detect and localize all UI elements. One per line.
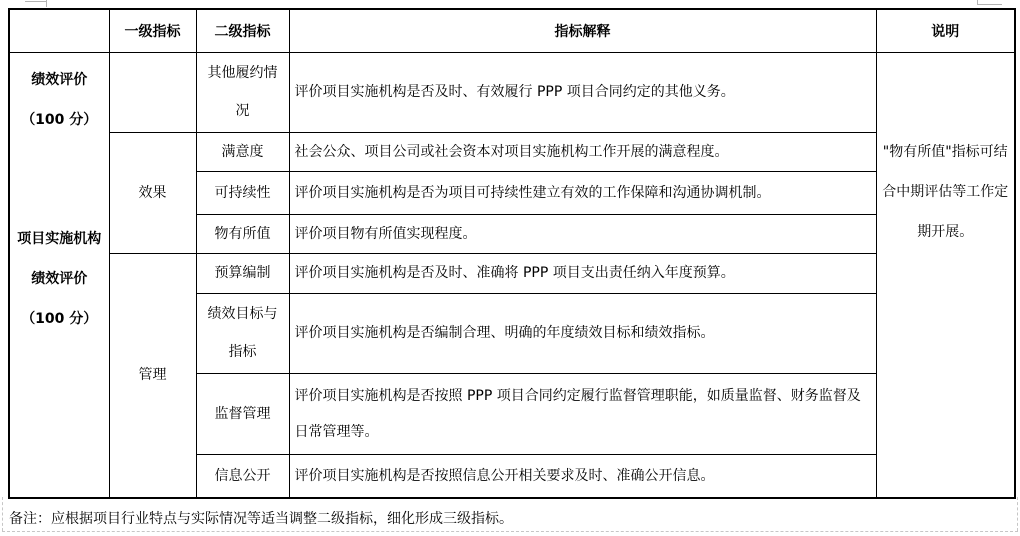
level2-cell: 可持续性 [196,171,289,214]
explanation-cell: 社会公众、项目公司或社会资本对项目实施机构工作开展的满意程度。 [289,132,876,171]
explanation-cell: 评价项目实施机构是否编制合理、明确的年度绩效目标和绩效指标。 [289,293,876,373]
page-boundary-left [2,497,3,531]
top-right-grid-remnant-h [977,4,1002,5]
level2-cell: 预算编制 [196,253,289,293]
level2-cell: 信息公开 [196,454,289,498]
page-boundary-bottom [2,531,1018,532]
explanation-cell: 评价项目实施机构是否按照 PPP 项目合同约定履行监督管理职能，如质量监督、财务监督及日常管理等。 [289,373,876,454]
level1-group-management: 管理 [109,253,196,498]
note-cell [876,52,1015,498]
top-left-grid-remnant-v [46,0,47,7]
left-label-line: 绩效评价 [31,71,88,88]
table-row [9,253,1015,293]
explanation-cell: 评价项目实施机构是否及时、准确将 PPP 项目支出责任纳入年度预算。 [289,253,876,293]
left-label-line: 绩效评价 [31,270,88,287]
explanation-cell: 评价项目实施机构是否为项目可持续性建立有效的工作保障和沟通协调机制。 [289,171,876,214]
header-level1-cell: 一级指标 [109,9,196,52]
left-label-line: （100 分） [21,310,98,327]
left-label-line: （100 分） [21,111,98,128]
left-label-main-block [10,219,109,339]
header-row [9,9,1015,52]
explanation-cell: 评价项目实施机构是否及时、有效履行 PPP 项目合同约定的其他义务。 [289,52,876,132]
note-text: "物有所值"指标可结合中期评估等工作定期开展。 [882,143,1009,240]
level1-group-effect: 效果 [109,132,196,253]
level2-cell: 监督管理 [196,373,289,454]
left-label-line: 项目实施机构 [17,230,102,247]
indicator-table [8,8,1016,499]
level2-cell: 其他履约情况 [196,52,289,132]
table-row [9,52,1015,132]
header-level2-cell: 二级指标 [196,9,289,52]
level2-cell: 满意度 [196,132,289,171]
explanation-cell: 评价项目实施机构是否按照信息公开相关要求及时、准确公开信息。 [289,454,876,498]
explanation-cell: 评价项目物有所值实现程度。 [289,214,876,253]
page-boundary-right [1017,497,1018,531]
top-left-grid-remnant-h [25,1,47,2]
left-label-top-block [10,60,109,140]
header-note-cell: 说明 [876,9,1015,52]
level2-cell: 绩效目标与指标 [196,293,289,373]
table-row [9,132,1015,171]
left-label-cell [9,52,109,498]
header-explanation-cell: 指标解释 [289,9,876,52]
level2-cell: 物有所值 [196,214,289,253]
level1-empty-cell [109,52,196,132]
remark-text: 备注：应根据项目行业特点与实际情况等适当调整二级指标，细化形成三级指标。 [9,511,513,527]
header-corner-cell [9,9,109,52]
